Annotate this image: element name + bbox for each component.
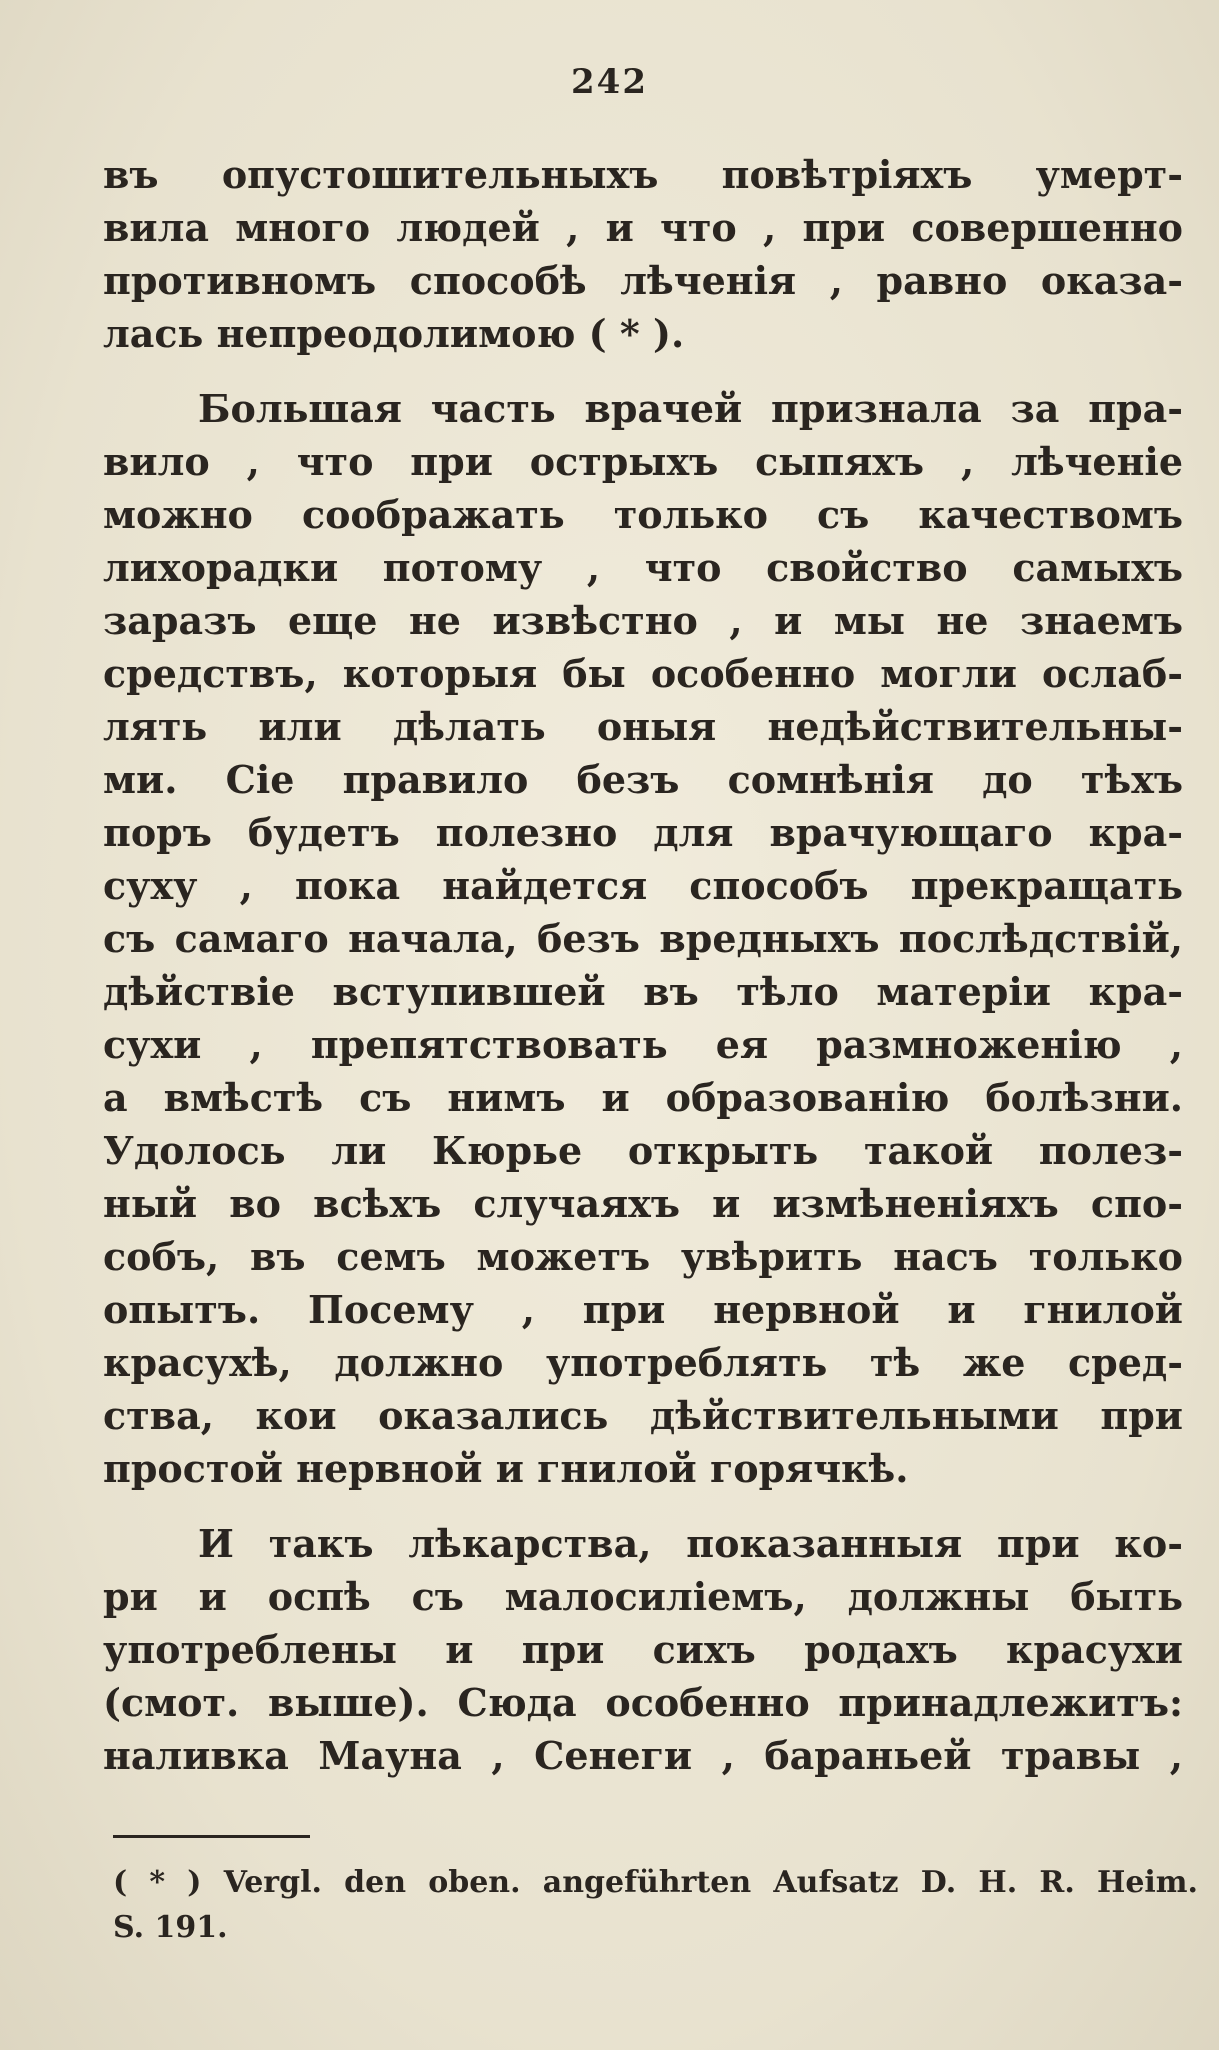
text-line: Удолось ли Кюрье открыть такой полез- bbox=[103, 1128, 1183, 1173]
paragraph-3 bbox=[103, 1517, 1183, 1782]
footnote-divider bbox=[113, 1835, 310, 1838]
paragraph-2 bbox=[103, 382, 1183, 1495]
footnote-line: S. 191. bbox=[113, 1910, 228, 1945]
text-line: лихорадки потому , что свойство самыхъ bbox=[103, 545, 1183, 590]
text-line: (смот. выше). Сюда особенно принадлежитъ: bbox=[103, 1680, 1183, 1725]
body-text bbox=[103, 148, 1183, 1782]
text-line: средствъ, которыя бы особенно могли ослаб- bbox=[103, 651, 1183, 696]
footnote-line: ( * ) Vergl. den oben. angeführten Aufsatz D. H. R. Heim. bbox=[113, 1865, 1198, 1900]
text-line: заразъ еще не извѣстно , и мы не знаемъ bbox=[103, 598, 1183, 643]
text-line: красухѣ, должно употреблять тѣ же сред- bbox=[103, 1340, 1183, 1385]
text-line: употреблены и при сихъ родахъ красухи bbox=[103, 1627, 1183, 1672]
text-line: И такъ лѣкарства, показанныя при ко- bbox=[198, 1521, 1183, 1566]
text-line: поръ будетъ полезно для врачующаго кра- bbox=[103, 810, 1183, 855]
text-line: съ самаго начала, безъ вредныхъ послѣдствій, bbox=[103, 916, 1183, 961]
text-line: собъ, въ семъ можетъ увѣрить насъ только bbox=[103, 1234, 1183, 1279]
text-line: дѣйствіе вступившей въ тѣло матеріи кра- bbox=[103, 969, 1183, 1014]
text-line: сухи , препятствовать ея размноженію , bbox=[103, 1022, 1183, 1067]
text-line: суху , пока найдется способъ прекращать bbox=[103, 863, 1183, 908]
text-line: опытъ. Посему , при нервной и гнилой bbox=[103, 1287, 1183, 1332]
text-line: противномъ способѣ лѣченія , равно оказа- bbox=[103, 258, 1183, 303]
footnote bbox=[113, 1860, 1198, 1950]
text-line: въ опустошительныхъ повѣтріяхъ умерт- bbox=[103, 152, 1183, 197]
text-line: ный во всѣхъ случаяхъ и измѣненіяхъ спо- bbox=[103, 1181, 1183, 1226]
text-line: а вмѣстѣ съ нимъ и образованію болѣзни. bbox=[103, 1075, 1183, 1120]
text-line: Большая часть врачей признала за пра- bbox=[198, 386, 1183, 431]
text-line: вило , что при острыхъ сыпяхъ , лѣченіе bbox=[103, 439, 1183, 484]
text-line: лась непреодолимою ( * ). bbox=[103, 311, 685, 356]
page-number: 242 bbox=[571, 62, 648, 102]
text-line: лять или дѣлать оныя недѣйствительны- bbox=[103, 704, 1183, 749]
paragraph-1 bbox=[103, 148, 1183, 360]
text-line: ми. Сіе правило безъ сомнѣнія до тѣхъ bbox=[103, 757, 1183, 802]
text-line: простой нервной и гнилой горячкѣ. bbox=[103, 1446, 909, 1491]
text-line: наливка Мауна , Сенеги , бараньей травы , bbox=[103, 1733, 1183, 1778]
text-line: ства, кои оказались дѣйствительными при bbox=[103, 1393, 1183, 1438]
text-line: ри и оспѣ съ малосиліемъ, должны быть bbox=[103, 1574, 1183, 1619]
text-line: вила много людей , и что , при совершенно bbox=[103, 205, 1183, 250]
text-line: можно соображать только съ качествомъ bbox=[103, 492, 1183, 537]
